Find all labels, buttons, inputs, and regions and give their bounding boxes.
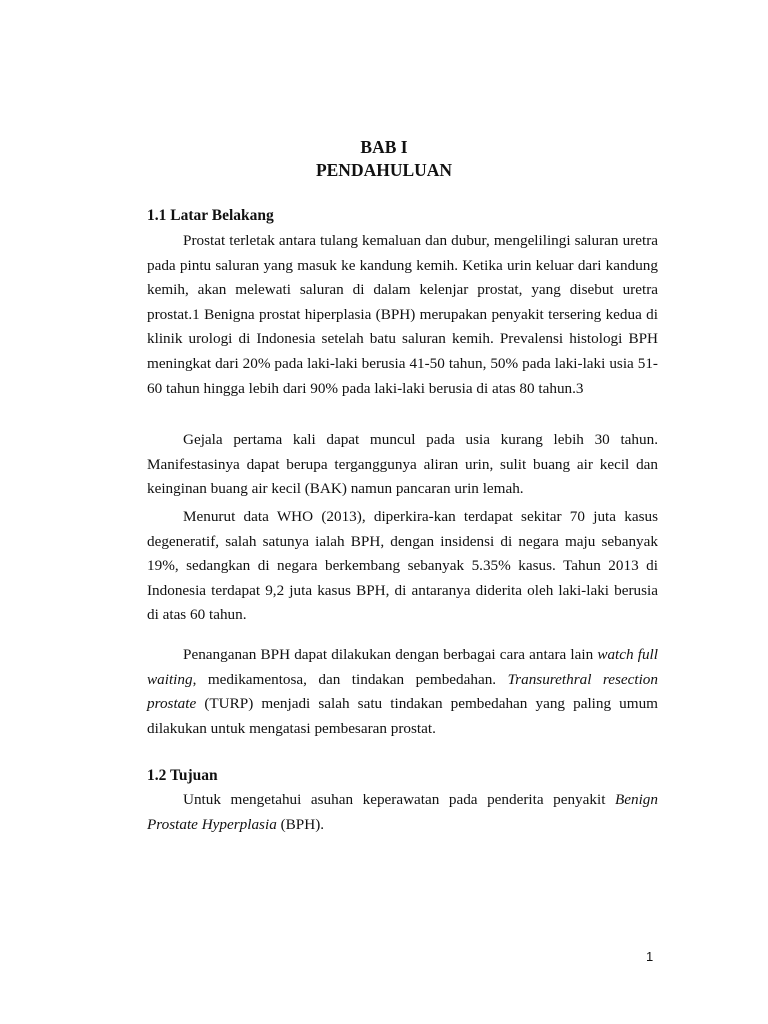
paragraph-tujuan-text-1: Untuk mengetahui asuhan keperawatan pada penderita penyakit	[183, 791, 615, 808]
paragraph-penanganan-italic-2: Transurethral resection prostate	[147, 670, 658, 713]
paragraph-gejala: Gejala pertama kali dapat muncul pada usia kurang lebih 30 tahun. Manifestasinya dapat berupa terganggunya aliran urin, sulit buang air kecil dan keinginan buang air kecil (BAK) namun pancaran urin lemah.	[147, 431, 658, 498]
chapter-number: BAB I	[360, 137, 408, 157]
paragraph-who-data: Menurut data WHO (2013), diperkira-kan terdapat sekitar 70 juta kasus degeneratif, salah satunya ialah BPH, dengan insidensi di negara maju sebanyak 19%, sedangkan di negara berkembang sebanyak 5.35% kasus. Tahun 2013 di Indonesia terdapat 9,2 juta kasus BPH, di antaranya diderita oleh laki-laki berusia di atas 60 tahun.	[147, 508, 658, 624]
section-heading-tujuan: 1.2 Tujuan	[147, 767, 218, 784]
chapter-title: PENDAHULUAN	[315, 160, 453, 180]
paragraph-penanganan-text-2: , medikamentosa, dan tindakan pembedahan.	[192, 670, 508, 688]
page-number: 1	[646, 949, 654, 964]
paragraph-penanganan-italic-1: watch full waiting	[147, 646, 658, 688]
paragraph-penanganan-text-1: Penanganan BPH dapat dilakukan dengan berbagai cara antara lain	[183, 646, 598, 663]
section-heading-latar-belakang: 1.1 Latar Belakang	[147, 207, 274, 224]
paragraph-tujuan-text-2: (BPH).	[276, 815, 325, 833]
paragraph-prostat: Prostat terletak antara tulang kemaluan dan dubur, mengelilingi saluran uretra pada pintu saluran yang masuk ke kandung kemih. Ketika urin keluar dari kandung kemih, akan melewati saluran di dalam kelenjar prostat, yang disebut uretra prostat.1 Benigna prostat hiperplasia (BPH) merupakan penyakit tersering kedua di klinik urologi di Indonesia setelah batu saluran kemih. Prevalensi histologi BPH meningkat dari 20% pada laki-laki berusia 41-50 tahun, 50% pada laki-laki usia 51-60 tahun hingga lebih dari 90% pada laki-laki berusia di atas 80 tahun.3	[147, 232, 658, 397]
paragraph-penanganan-text-3: (TURP) menjadi salah satu tindakan pembedahan yang paling umum dilakukan untuk mengatasi pembesaran prostat.	[147, 695, 658, 737]
paragraph-tujuan-italic-1: Benign Prostate Hyperplasia	[147, 791, 658, 833]
paragraph-penanganan	[147, 643, 658, 741]
paragraph-tujuan	[147, 788, 658, 837]
